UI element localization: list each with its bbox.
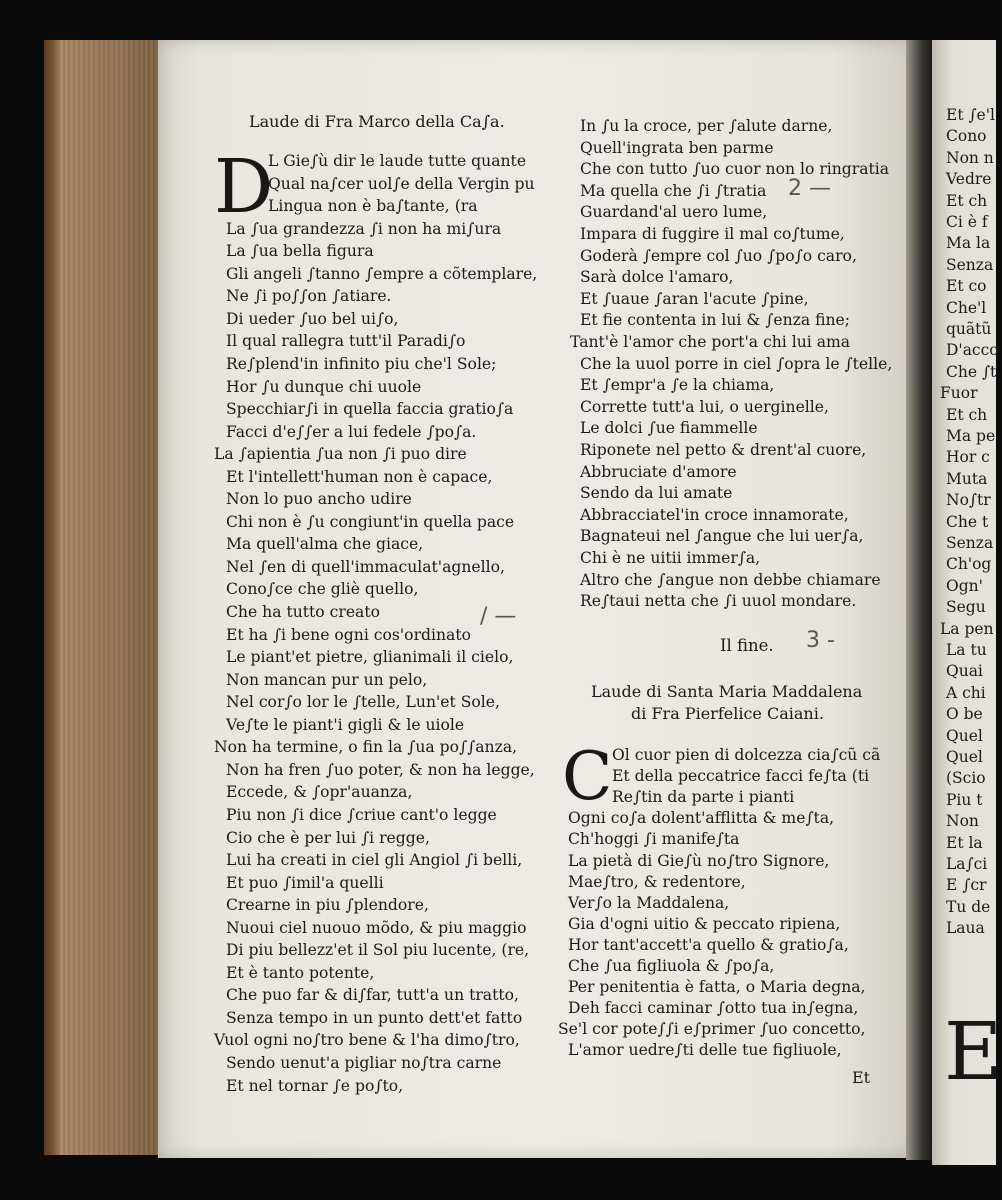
verse-line: Et nel tornar ∫e po∫to, bbox=[226, 1076, 404, 1095]
verse-line: Lui ha creati in ciel gli Angiol ∫i belli, bbox=[226, 851, 523, 870]
fine-label: Il fine. bbox=[720, 636, 774, 655]
facing-page-line-fragment: Et ch bbox=[946, 191, 988, 210]
verse-line: Che con tutto ∫uo cuor non lo ringratia bbox=[580, 160, 890, 179]
facing-page-line-fragment: Fuor bbox=[940, 384, 978, 403]
verse-line: Nel cor∫o lor le ∫telle, Lun'et Sole, bbox=[226, 693, 500, 712]
verse-line: Le piant'et pietre, glianimali il cielo, bbox=[226, 648, 514, 667]
verse-line: Et della peccatrice facci fe∫ta (ti bbox=[612, 767, 870, 786]
verse-line: Guardand'al uero lume, bbox=[580, 203, 768, 222]
verse-line: Deh facci caminar ∫otto tua in∫egna, bbox=[568, 999, 859, 1018]
verse-line: Et l'intellett'human non è capace, bbox=[226, 467, 493, 486]
verse-line: In ∫u la croce, per ∫alute darne, bbox=[580, 117, 833, 135]
verse-line: La ∫apientia ∫ua non ∫i puo dire bbox=[214, 445, 467, 464]
verse-line: Non ha termine, o fin la ∫ua po∫∫anza, bbox=[214, 738, 518, 757]
verse-line: Gli angeli ∫tanno ∫empre a cõtemplare, bbox=[226, 264, 538, 283]
facing-page-line-fragment: D'acco bbox=[946, 341, 999, 360]
verse-line: Eccede, & ∫opr'auanza, bbox=[226, 783, 413, 802]
verse-line: Non lo puo ancho udire bbox=[226, 490, 412, 509]
verse-line: Ver∫o la Maddalena, bbox=[568, 893, 730, 912]
verse-line: Ma quell'alma che giace, bbox=[226, 535, 424, 554]
verse-line: Bagnateui nel ∫angue che lui uer∫a, bbox=[580, 527, 864, 546]
verse-line: Et ∫uaue ∫aran l'acute ∫pine, bbox=[580, 289, 809, 308]
verse-line: Re∫taui netta che ∫i uuol mondare. bbox=[580, 592, 857, 611]
facing-page-line-fragment: (Scio bbox=[946, 769, 986, 788]
verse-line: Abbruciate d'amore bbox=[580, 462, 737, 481]
verse-line: Che ∫ua figliuola & ∫po∫a, bbox=[568, 957, 775, 975]
facing-page-line-fragment: Non n bbox=[946, 148, 994, 167]
verse-line: Nuoui ciel nuouo mõdo, & piu maggio bbox=[226, 918, 527, 937]
verse-line: Mae∫tro, & redentore, bbox=[568, 872, 746, 891]
verse-line: Nel ∫en di quell'immaculat'agnello, bbox=[226, 557, 505, 576]
verse-line: Che la uuol porre in ciel ∫opra le ∫telle, bbox=[580, 354, 893, 373]
facing-page-line-fragment: Quel bbox=[946, 748, 983, 766]
verse-line: Abbracciatel'in croce innamorate, bbox=[580, 505, 849, 524]
verse-line: La ∫ua bella figura bbox=[226, 242, 374, 261]
verse-line: Sendo da lui amate bbox=[580, 484, 733, 503]
facing-page-line-fragment: Et co bbox=[946, 277, 987, 296]
facing-page-line-fragment: Muta bbox=[946, 469, 988, 488]
verse-line: Cio che è per lui ∫i regge, bbox=[226, 828, 430, 847]
verse-line: Di ueder ∫uo bel ui∫o, bbox=[226, 309, 399, 328]
facing-page-line-fragment: Hor c bbox=[946, 448, 990, 467]
facing-page-line-fragment: Ch'og bbox=[946, 555, 992, 574]
facing-page-line-fragment: quãtũ bbox=[946, 320, 992, 338]
verse-line: Non ha fren ∫uo poter, & non ha legge, bbox=[226, 760, 535, 779]
verse-line: Tant'è l'amor che port'a chi lui ama bbox=[570, 333, 851, 351]
facing-page-line-fragment: Quai bbox=[946, 662, 983, 681]
facing-page-line-fragment: Che t bbox=[946, 512, 989, 531]
verse-line: Sarà dolce l'amaro, bbox=[580, 268, 734, 287]
verse-line: L'amor uedre∫ti delle tue figliuole, bbox=[568, 1041, 842, 1060]
verse-line: Corrette tutt'a lui, o uerginelle, bbox=[580, 397, 829, 416]
verse-line: Sendo uenut'a pigliar no∫tra carne bbox=[226, 1054, 502, 1072]
verse-line: Ne ∫i po∫∫on ∫atiare. bbox=[226, 287, 392, 306]
verse-line: Crearne in piu ∫plendore, bbox=[226, 896, 429, 915]
verse-line: Se'l cor pote∫∫i e∫primer ∫uo concetto, bbox=[558, 1020, 866, 1039]
verse-line: Gia d'ogni uitio & peccato ripiena, bbox=[568, 914, 841, 933]
verse-line: Ch'hoggi ∫i manife∫ta bbox=[568, 830, 740, 849]
facing-page-line-fragment: A chi bbox=[946, 683, 986, 702]
verse-line: Et ∫empr'a ∫e la chiama, bbox=[580, 376, 775, 395]
verse-line: Quell'ingrata ben parme bbox=[580, 138, 774, 157]
verse-line: Che ha tutto creato bbox=[226, 603, 381, 621]
verse-line: Cono∫ce che gliè quello, bbox=[226, 580, 419, 599]
left-drop-cap: D bbox=[214, 144, 274, 230]
catchword: Et bbox=[852, 1068, 871, 1087]
facing-page-line-fragment: Segu bbox=[946, 598, 986, 617]
verse-line: Qual na∫cer uol∫e della Vergin pu bbox=[268, 174, 535, 193]
right-drop-cap: C bbox=[562, 738, 613, 815]
book-fore-edge bbox=[44, 40, 162, 1155]
verse-line: Senza tempo in un punto dett'et fatto bbox=[226, 1008, 523, 1027]
verse-line: Et ha ∫i bene ogni cos'ordinato bbox=[226, 625, 471, 644]
facing-page-line-fragment: Ma la bbox=[946, 234, 991, 253]
verse-line: Specchiar∫i in quella faccia gratio∫a bbox=[226, 400, 514, 419]
marginal-mid-mark: 2 — bbox=[788, 176, 831, 201]
verse-line: Facci d'e∫∫er a lui fedele ∫po∫a. bbox=[226, 422, 477, 441]
verse-line: Et è tanto potente, bbox=[226, 963, 375, 982]
verse-line: Goderà ∫empre col ∫uo ∫po∫o caro, bbox=[580, 246, 857, 265]
facing-page-line-fragment: Cono bbox=[946, 127, 987, 146]
verse-line: Re∫plend'in infinito piu che'l Sole; bbox=[226, 354, 497, 373]
facing-page-line-fragment: Ma pe bbox=[946, 427, 996, 445]
verse-line: Non mancan pur un pelo, bbox=[226, 670, 428, 689]
left-heading: Laude di Fra Marco della Ca∫a. bbox=[249, 112, 505, 131]
verse-line: Riponete nel petto & drent'al cuore, bbox=[580, 441, 867, 459]
verse-line: La ∫ua grandezza ∫i non ha mi∫ura bbox=[226, 219, 502, 238]
facing-page-line-fragment: Senza bbox=[946, 255, 994, 274]
facing-page-drop-cap: E bbox=[944, 1005, 1002, 1098]
facing-page-line-fragment: Tu de bbox=[946, 897, 991, 916]
facing-page-line-fragment: Et ch bbox=[946, 405, 988, 424]
facing-page-line-fragment: Che'l bbox=[946, 298, 987, 317]
second-heading-line-1: Laude di Santa Maria Maddalena bbox=[591, 682, 863, 701]
verse-line: Et fie contenta in lui & ∫enza fine; bbox=[580, 311, 851, 330]
verse-line: Ma quella che ∫i ∫tratia bbox=[580, 181, 767, 200]
marginal-slash-mark: / — bbox=[480, 604, 517, 629]
verse-line: Impara di fuggire il mal co∫tume, bbox=[580, 225, 845, 243]
facing-page-line-fragment: La pen bbox=[940, 619, 994, 638]
verse-line: Che puo far & di∫far, tutt'a un tratto, bbox=[226, 986, 519, 1005]
facing-page-line-fragment: Piu t bbox=[946, 790, 983, 809]
facing-page-line-fragment: E ∫cr bbox=[946, 876, 987, 895]
verse-line: Chi è ne uitii immer∫a, bbox=[580, 549, 761, 567]
verse-line: Piu non ∫i dice ∫criue cant'o legge bbox=[226, 805, 497, 824]
facing-page-line-fragment: La tu bbox=[946, 641, 987, 659]
verse-line: Ol cuor pien di dolcezza cia∫cũ cã bbox=[612, 746, 881, 764]
facing-page-line-fragment: Ogn' bbox=[946, 576, 983, 595]
verse-line: Le dolci ∫ue fiammelle bbox=[580, 419, 758, 438]
facing-page-line-fragment: Vedre bbox=[946, 170, 992, 189]
facing-page-line-fragment: No∫tr bbox=[946, 491, 991, 510]
marginal-fine-mark: 3 - bbox=[806, 628, 835, 653]
page-gutter bbox=[906, 40, 932, 1160]
second-heading-line-2: di Fra Pierfelice Caiani. bbox=[631, 704, 824, 723]
verse-line: Di piu bellezz'et il Sol piu lucente, (re, bbox=[226, 941, 530, 960]
verse-line: Vuol ogni no∫tro bene & l'ha dimo∫tro, bbox=[214, 1031, 520, 1050]
facing-page-line-fragment: O be bbox=[946, 705, 983, 724]
facing-page-line-fragment: Et la bbox=[946, 833, 983, 852]
facing-page-line-fragment: Senza bbox=[946, 534, 994, 552]
verse-line: Ogni co∫a dolent'afflitta & me∫ta, bbox=[568, 809, 835, 828]
verse-line: Re∫tin da parte i pianti bbox=[612, 788, 795, 807]
facing-page-line-fragment: Ci è f bbox=[946, 213, 988, 231]
facing-page-line-fragment: Et ∫e'l bbox=[946, 106, 995, 124]
facing-page-line-fragment: Quel bbox=[946, 726, 983, 745]
verse-line: Et puo ∫imil'a quelli bbox=[226, 873, 384, 892]
verse-line: Ve∫te le piant'i gigli & le uiole bbox=[226, 715, 465, 734]
verse-line: Lingua non è ba∫tante, (ra bbox=[268, 197, 478, 216]
facing-page-line-fragment: Che ∫t bbox=[946, 362, 997, 381]
verse-line: L Gie∫ù dir le laude tutte quante bbox=[268, 152, 527, 170]
verse-line: Per penitentia è fatta, o Maria degna, bbox=[568, 978, 866, 997]
facing-page-line-fragment: Non bbox=[946, 812, 979, 831]
verse-line: Il qual rallegra tutt'il Paradi∫o bbox=[226, 332, 466, 351]
facing-page-line-fragment: Laua bbox=[946, 919, 985, 938]
verse-line: Hor tant'accett'a quello & gratio∫a, bbox=[568, 935, 849, 954]
facing-page-line-fragment: La∫ci bbox=[946, 855, 988, 873]
verse-line: Chi non è ∫u congiunt'in quella pace bbox=[226, 512, 515, 531]
verse-line: La pietà di Gie∫ù no∫tro Signore, bbox=[568, 851, 830, 870]
verse-line: Hor ∫u dunque chi uuole bbox=[226, 377, 422, 396]
verse-line: Altro che ∫angue non debbe chiamare bbox=[580, 570, 881, 589]
